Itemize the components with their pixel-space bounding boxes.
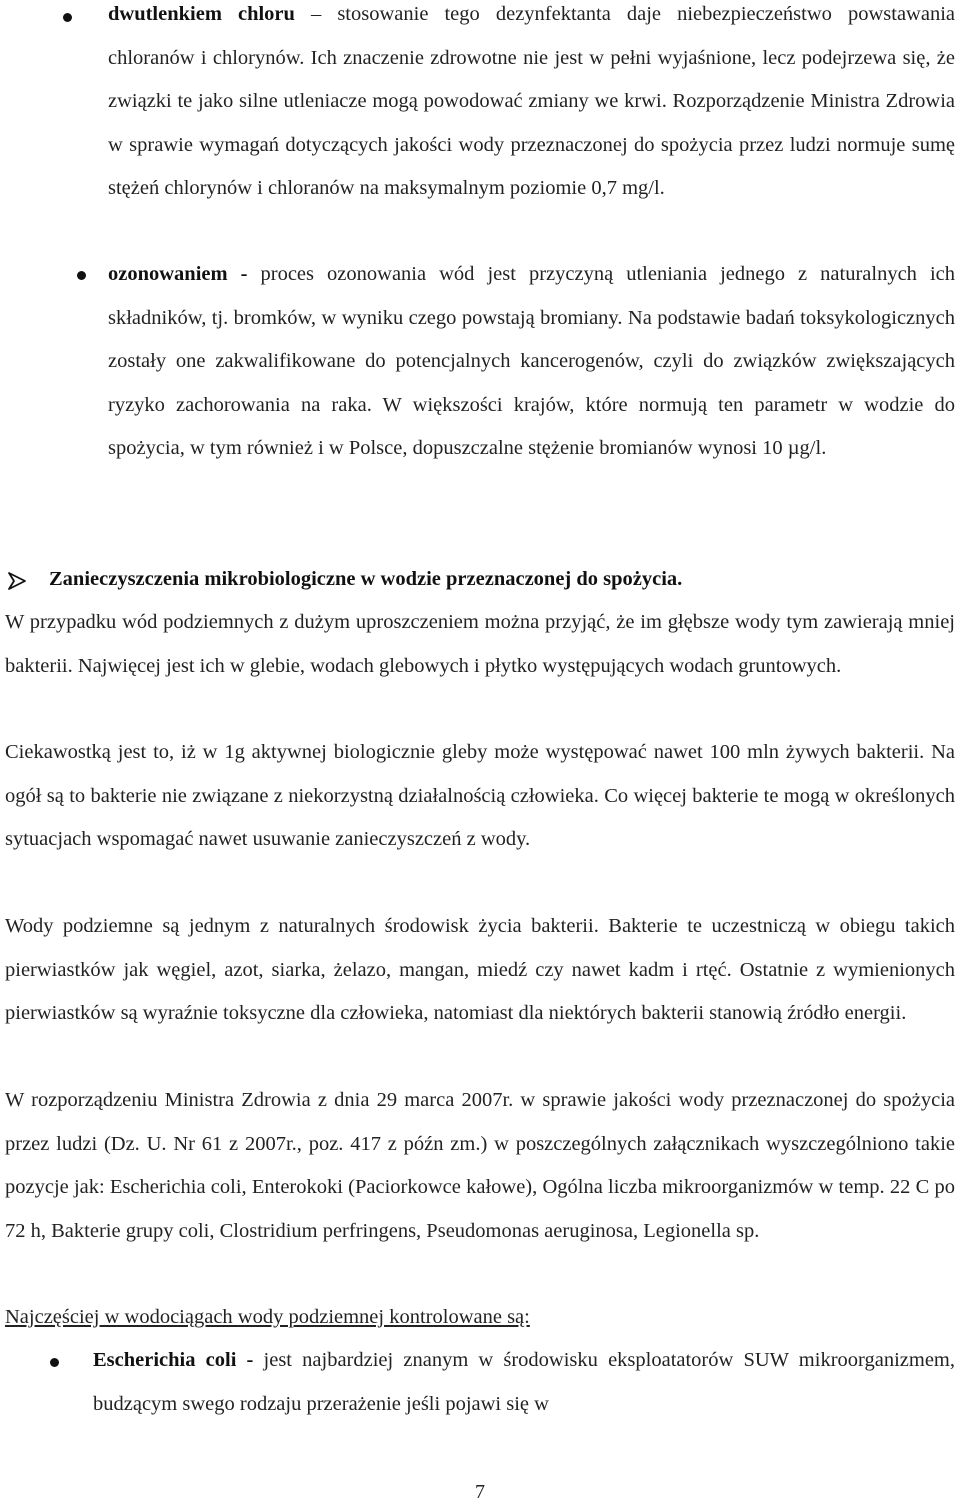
bullet-term: ozonowaniem -: [108, 263, 248, 285]
bullet-dot-icon: [50, 1358, 59, 1367]
bullet-dot-icon: [63, 13, 72, 22]
bullet-dot-icon: [77, 271, 86, 280]
paragraph: Ciekawostką jest to, iż w 1g aktywnej biologicznie gleby może występować nawet 100 mln żywych bakterii. Na ogół są to bakterie nie związane z niekorzystną działalnością człowieka. Co więcej bakterie te mogą w określonych sytuacjach wspomagać nawet usuwanie zanieczyszczeń z wody.: [5, 741, 955, 850]
bullet-text: jest najbardziej znanym w środowisku eksploatatorów SUW mikroorganizmem, budzącym swego rodzaju przerażenie jeśli pojawi się w: [93, 1349, 955, 1415]
section-heading: Zanieczyszczenia mikrobiologiczne w wodzie przeznaczonej do spożycia.: [49, 568, 683, 590]
paragraph: W rozporządzeniu Ministra Zdrowia z dnia 29 marca 2007r. w sprawie jakości wody przeznaczonej do spożycia przez ludzi (Dz. U. Nr 61 z 2007r., poz. 417 z późn zm.) w poszczególnych załącznikach wyszczególniono takie pozycje jak: Escherichia coli, Enterokoki (Paciorkowce kałowe), Ogólna liczba mikroorganizmów w temp. 22 C po 72 h, Bakterie grupy coli, Clostridium perfringens, Pseudomonas aeruginosa, Legionella sp.: [5, 1089, 955, 1242]
bullet-ozonation: [108, 253, 955, 471]
underlined-heading: Najczęściej w wodociągach wody podziemnej kontrolowane są:: [5, 1306, 530, 1328]
arrow-bullet-icon: [6, 570, 28, 592]
bullet-term: dwutlenkiem chloru: [108, 3, 295, 25]
paragraph: W przypadku wód podziemnych z dużym uproszczeniem można przyjąć, że im głębsze wody tym zawierają mniej bakterii. Najwięcej jest ich w glebie, wodach glebowych i płytko występujących wodach gruntowych.: [5, 611, 955, 677]
bullet-separator: –: [294, 3, 338, 25]
bullet-chlorine-dioxide: [108, 0, 955, 211]
page-number: 7: [475, 1481, 485, 1503]
bullet-text: proces ozonowania wód jest przyczyną utleniania jednego z naturalnych ich składników, tj. bromków, w wyniku czego powstają bromiany. Na podstawie badań toksykologicznych zostały one zakwalifikowane do potencjalnych kancerogenów, czyli do związków zwiększających ryzyko zachorowania na raka. W większości krajów, które normują ten parametr w wodzie do spożycia, w tym również i w Polsce, dopuszczalne stężenie bromianów wynosi 10 µg/l.: [108, 263, 956, 459]
bullet-escherichia-coli: [93, 1339, 955, 1426]
paragraph: Wody podziemne są jednym z naturalnych środowisk życia bakterii. Bakterie te uczestniczą w obiegu takich pierwiastków jak węgiel, azot, siarka, żelazo, mangan, miedź czy nawet kadm i rtęć. Ostatnie z wymienionych pierwiastków są wyraźnie toksyczne dla człowieka, natomiast dla niektórych bakterii stanowią źródło energii.: [5, 915, 955, 1024]
bullet-term: Escherichia coli -: [93, 1349, 254, 1371]
bullet-separator: [247, 263, 260, 285]
bullet-text: stosowanie tego dezynfektanta daje niebezpieczeństwo powstawania chloranów i chlorynów. Ich znaczenie zdrowotne nie jest w pełni wyjaśnione, lecz podejrzewa się, że związki te jako silne utleniacze mogą powodować zmiany we krwi. Rozporządzenie Ministra Zdrowia w sprawie wymagań dotyczących jakości wody przeznaczonej do spożycia przez ludzi normuje sumę stężeń chlorynów i chloranów na maksymalnym poziomie 0,7 mg/l.: [108, 3, 955, 199]
